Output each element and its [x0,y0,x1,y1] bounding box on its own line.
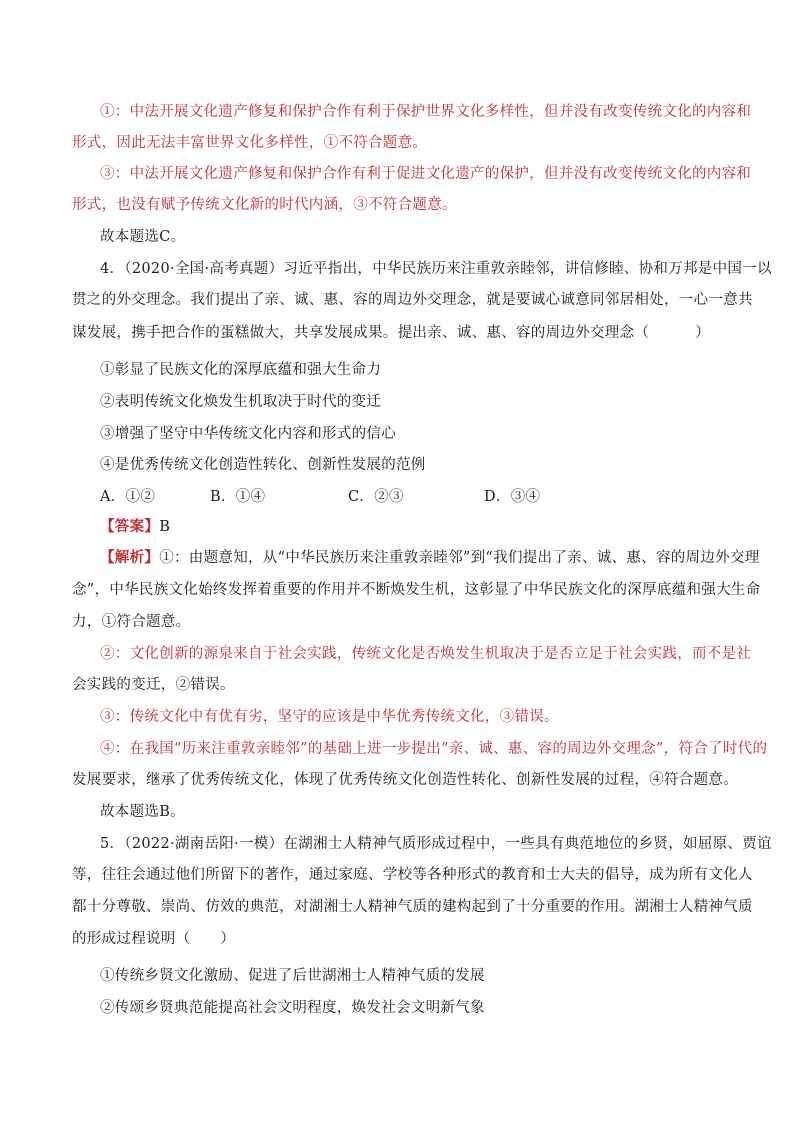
analysis-label: 【解析】 [100,549,160,566]
q4-analysis-2-line2: 会实践的变迁，②错误。 [72,677,235,693]
q4-analysis-1-line3: 力，①符合题意。 [72,614,191,630]
q3-analysis-1-line2: 形式，因此无法丰富世界文化多样性，①不符合题意。 [72,135,428,151]
q4-item-3: ③增强了坚守中华传统文化内容和形式的信心 [100,426,396,442]
q4-stem-line2: 贯之的外交理念。我们提出了亲、诚、惠、容的周边外交理念，就是要诚心诚意同邻居相处，一心一意共 [72,292,753,308]
q4-analysis-1-line2: 念”，中华民族文化始终发挥着重要的作用并不断焕发生机，这彰显了中华民族文化的深厚底蕴和强大生命 [72,582,761,598]
q4-analysis-4-line2: 发展要求，继承了优秀传统文化，体现了优秀传统文化创造性转化、创新性发展的过程，④符合题意。 [72,772,738,788]
q4-item-4: ④是优秀传统文化创造性转化、创新性发展的范例 [100,457,426,473]
answer-value: B [159,519,171,535]
q5-item-1: ①传统乡贤文化激励、促进了后世湖湘士人精神气质的发展 [100,968,485,984]
q4-item-1: ①彰显了民族文化的深厚底蕴和强大生命力 [100,362,382,378]
q4-stem-text: 谋发展，携手把合作的蛋糕做大，共享发展成果。提出亲、诚、惠、容的周边外交理念（ [72,325,650,341]
q3-conclusion: 故本题选C。 [100,229,186,245]
q5-item-2: ②传颂乡贤典范能提高社会文明程度，焕发社会文明新气象 [100,1000,485,1016]
q4-analysis-3-line1: ③：传统文化中有优有劣，坚守的应该是中华优秀传统文化，③错误。 [100,709,559,725]
q4-stem-line3 [72,323,722,343]
q5-answer-blank-close: ） [220,931,236,947]
q4-analysis-2-line1: ②：文化创新的源泉来自于社会实践，传统文化是否焕发生机取决于是否立足于社会实践，而不是社 [100,646,752,662]
q4-answer-blank-close: ） [695,325,711,341]
q3-analysis-3-line2: 形式，也没有赋予传统文化新的时代内涵，③不符合题意。 [72,197,457,213]
q4-analysis-1-text: ①：由题意知，从“中华民族历来注重敦亲睦邻”到“我们提出了亲、诚、惠、容的周边外交理 [159,550,760,566]
q3-analysis-1-line1: ①：中法开展文化遗产修复和保护合作有利于保护世界文化多样性，但并没有改变传统文化的内容和 [100,104,752,120]
q5-stem-line1: 5．（2022·湖南岳阳·一模）在湖湘士人精神气质形成过程中，一些具有典范地位的乡贤，如屈原、贾谊 [100,836,772,852]
q5-stem-text: 的形成过程说明（ [72,931,191,947]
q4-conclusion: 故本题选B。 [100,804,185,820]
q4-item-2: ②表明传统文化焕发生机取决于时代的变迁 [100,394,382,410]
q4-answer [100,517,722,537]
q4-analysis-4-line1: ④：在我国“历来注重敦亲睦邻”的基础上进一步提出“亲、诚、惠、容的周边外交理念”，符合了时代的 [100,741,768,757]
q4-option-c: C．②③ [348,489,404,505]
q4-option-b: B．①④ [210,489,266,505]
answer-label: 【答案】 [100,518,160,535]
q5-stem-line3: 都十分尊敬、崇尚、仿效的典范，对湖湘士人精神气质的建构起到了十分重要的作用。湖湘士人精神气质 [72,899,753,915]
q4-stem-line1: 4．（2020·全国·高考真题）习近平指出，中华民族历来注重敦亲睦邻，讲信修睦、协和万邦是中国一以 [100,261,772,277]
q3-analysis-3-line1: ③：中法开展文化遗产修复和保护合作有利于促进文化遗产的保护，但并没有改变传统文化的内容和 [100,166,752,182]
q5-stem-line2: 等，往往会通过他们所留下的著作，通过家庭、学校等各种形式的教育和士大夫的倡导，成为所有文化人 [72,867,753,883]
q4-analysis-1-line1 [100,548,760,568]
q5-stem-line4 [72,929,722,949]
q4-option-a: A．①② [100,489,156,505]
q4-option-d: D．③④ [484,489,541,505]
